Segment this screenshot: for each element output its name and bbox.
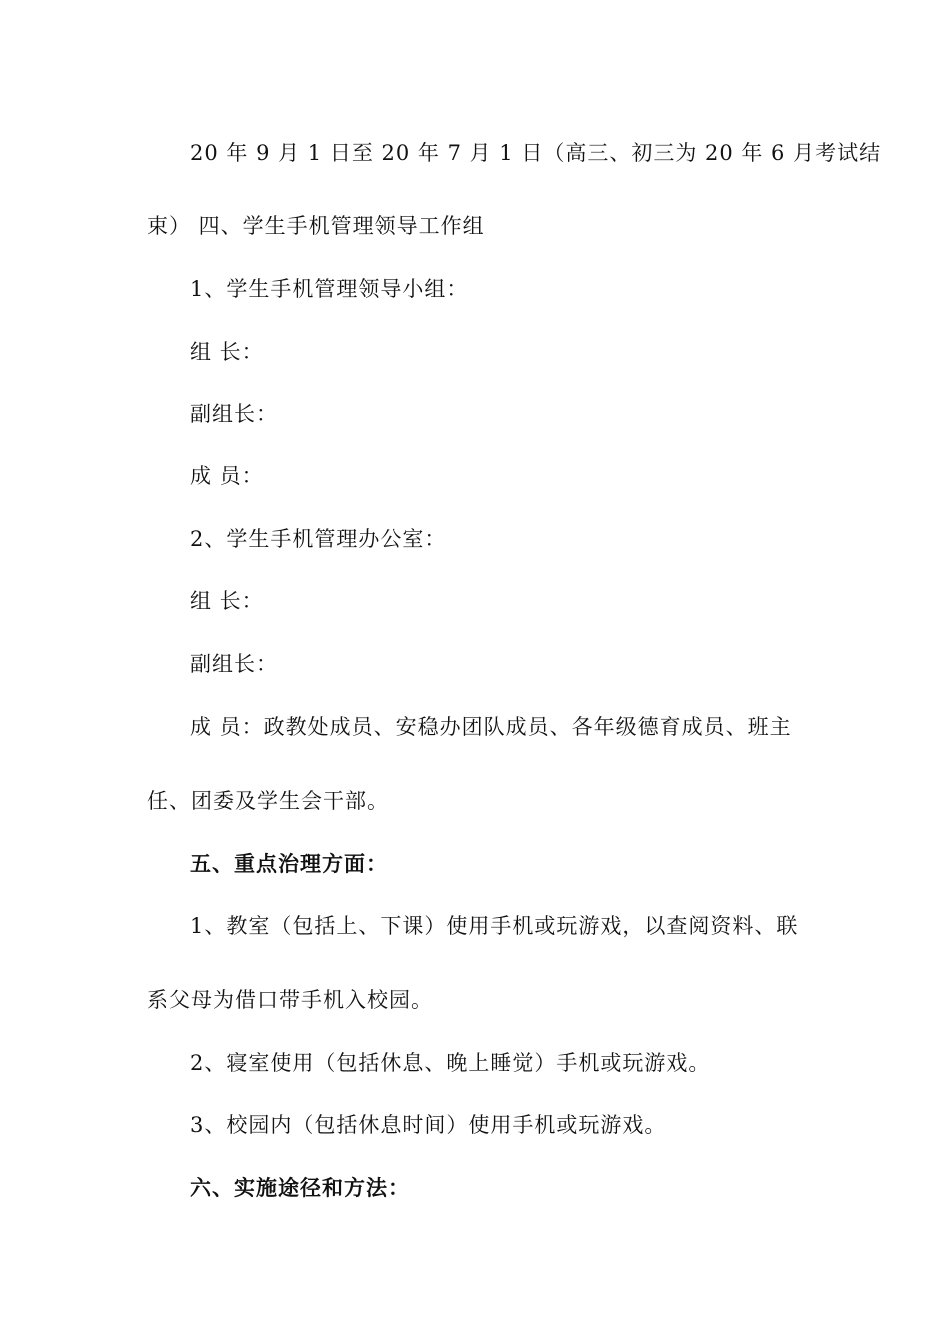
field-office-leader: 组 长：	[190, 589, 264, 613]
field-office-members-continued: 任、团委及学生会干部。	[147, 789, 389, 813]
list-item-classroom: 1、教室（包括上、下课）使用手机或玩游戏，以查阅资料、联	[190, 914, 799, 938]
field-members: 成 员：	[190, 464, 264, 488]
list-item-campus: 3、校园内（包括休息时间）使用手机或玩游戏。	[190, 1113, 667, 1137]
field-office-deputy: 副组长：	[190, 652, 278, 676]
section-heading-key-areas: 五、重点治理方面：	[190, 851, 388, 876]
item-leadership-group: 1、学生手机管理领导小组：	[190, 277, 469, 301]
section-heading-implementation: 六、实施途径和方法：	[190, 1175, 410, 1200]
list-item-classroom-continued: 系父母为借口带手机入校园。	[147, 988, 433, 1012]
paragraph-date-range-continued: 束） 四、学生手机管理领导工作组	[147, 214, 485, 238]
field-group-leader: 组 长：	[190, 340, 264, 364]
list-item-dormitory: 2、寝室使用（包括休息、晚上睡觉）手机或玩游戏。	[190, 1051, 711, 1075]
item-management-office: 2、学生手机管理办公室：	[190, 527, 447, 551]
paragraph-date-range: 20 年 9 月 1 日至 20 年 7 月 1 日（高三、初三为 20 年 6 月考试结	[190, 141, 882, 165]
field-office-members: 成 员：政教处成员、安稳办团队成员、各年级德育成员、班主	[190, 715, 792, 739]
field-deputy-leader: 副组长：	[190, 402, 278, 426]
